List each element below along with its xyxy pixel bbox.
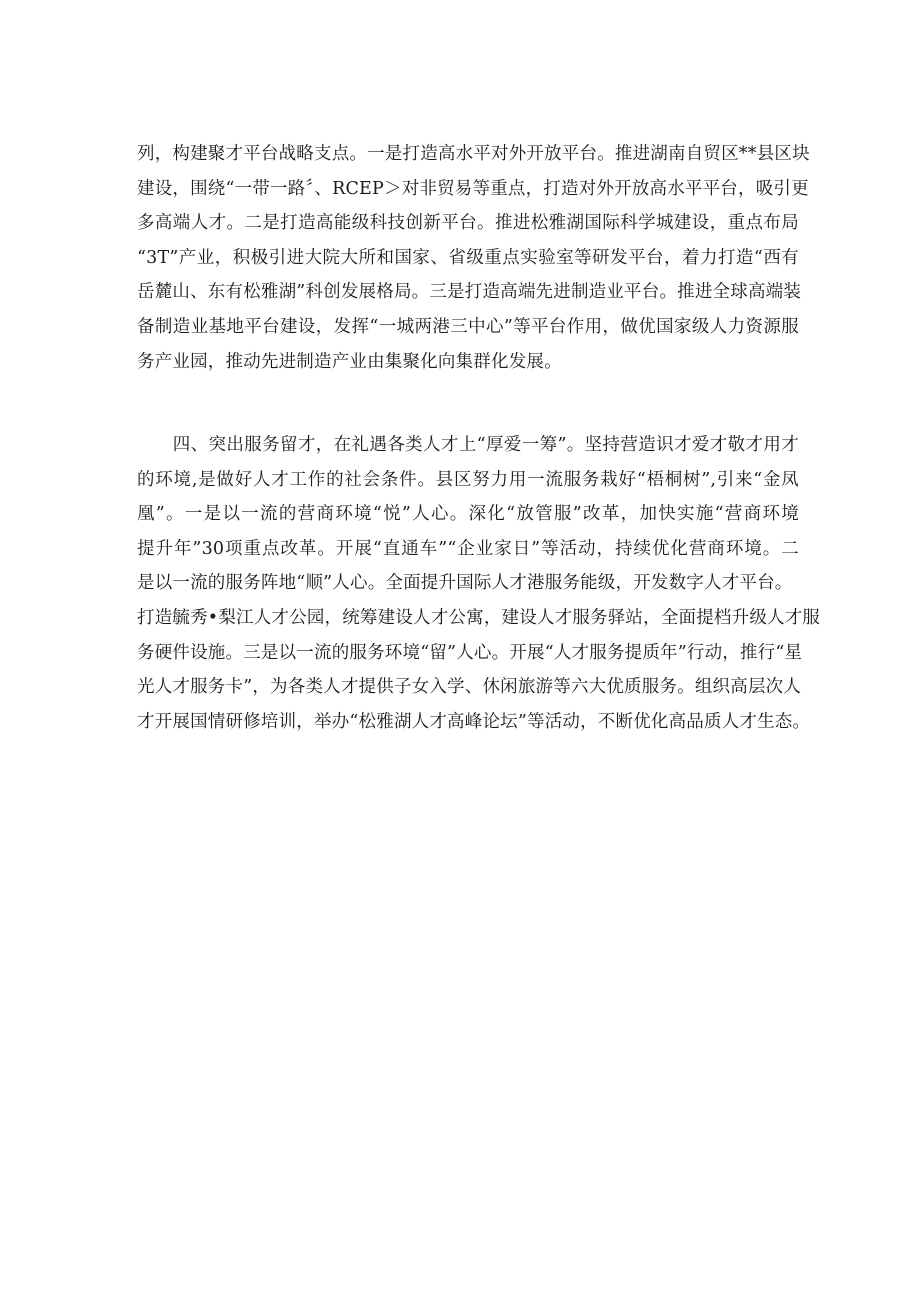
- paragraph-talent-platforms: [137, 137, 810, 379]
- paragraph-line: 光人才服务卡”，为各类人才提供子女入学、休闲旅游等六大优质服务。组织高层次人: [137, 677, 802, 698]
- paragraph-line: 是以一流的服务阵地“顺”人心。全面提升国际人才港服务能级，开发数字人才平台。: [137, 573, 793, 594]
- paragraph-line: 多高端人才。二是打造高能级科技创新平台。推进松雅湖国际科学城建设，重点布局: [137, 213, 799, 234]
- paragraph-line: 四、突出服务留才，在礼遇各类人才上“厚爱一筹”。坚持营造识才爱才敬才用才: [137, 435, 799, 455]
- paragraph-line: 建设，围绕“一带一路〞、RCEP＞对非贸易等重点，打造对外开放高水平平台，吸引更: [137, 178, 809, 199]
- paragraph-line: 打造毓秀•梨江人才公园，统筹建设人才公寓，建设人才服务驿站，全面提档升级人才服: [137, 607, 821, 628]
- paragraph-line: 务产业园，推动先进制造产业由集聚化向集群化发展。: [137, 351, 562, 372]
- paragraph-line: 才开展国情研修培训，举办“松雅湖人才高峰论坛”等活动，不断优化高品质人才生态。: [137, 711, 811, 732]
- paragraph-line: 岳麓山、东有松雅湖”科创发展格局。三是打造高端先进制造业平台。推进全球高端装: [137, 282, 802, 303]
- paragraph-service-retention: [137, 428, 821, 739]
- paragraph-line: 务硬件设施。三是以一流的服务环境“留”人心。开展“人才服务提质年”行动，推行“星: [137, 642, 803, 663]
- paragraph-line: 凰”。一是以一流的营商环境“悦”人心。深化“放管服”改革，加快实施“营商环境: [137, 504, 799, 525]
- paragraph-line: “3T”产业，积极引进大院大所和国家、省级重点实验室等研发平台，着力打造“西有: [137, 247, 799, 268]
- paragraph-line: 列，构建聚才平台战略支点。一是打造高水平对外开放平台。推进湖南自贸区**县区块: [137, 144, 810, 164]
- paragraph-line: 提升年”30项重点改革。开展“直通车”“企业家日”等活动，持续优化营商环境。二: [137, 538, 799, 559]
- paragraph-line: 备制造业基地平台建设，发挥“一城两港三中心”等平台作用，做优国家级人力资源服: [137, 316, 799, 337]
- paragraph-line: 的环境,是做好人才工作的社会条件。县区努力用一流服务栽好“梧桐树”,引来“金凤: [137, 469, 799, 490]
